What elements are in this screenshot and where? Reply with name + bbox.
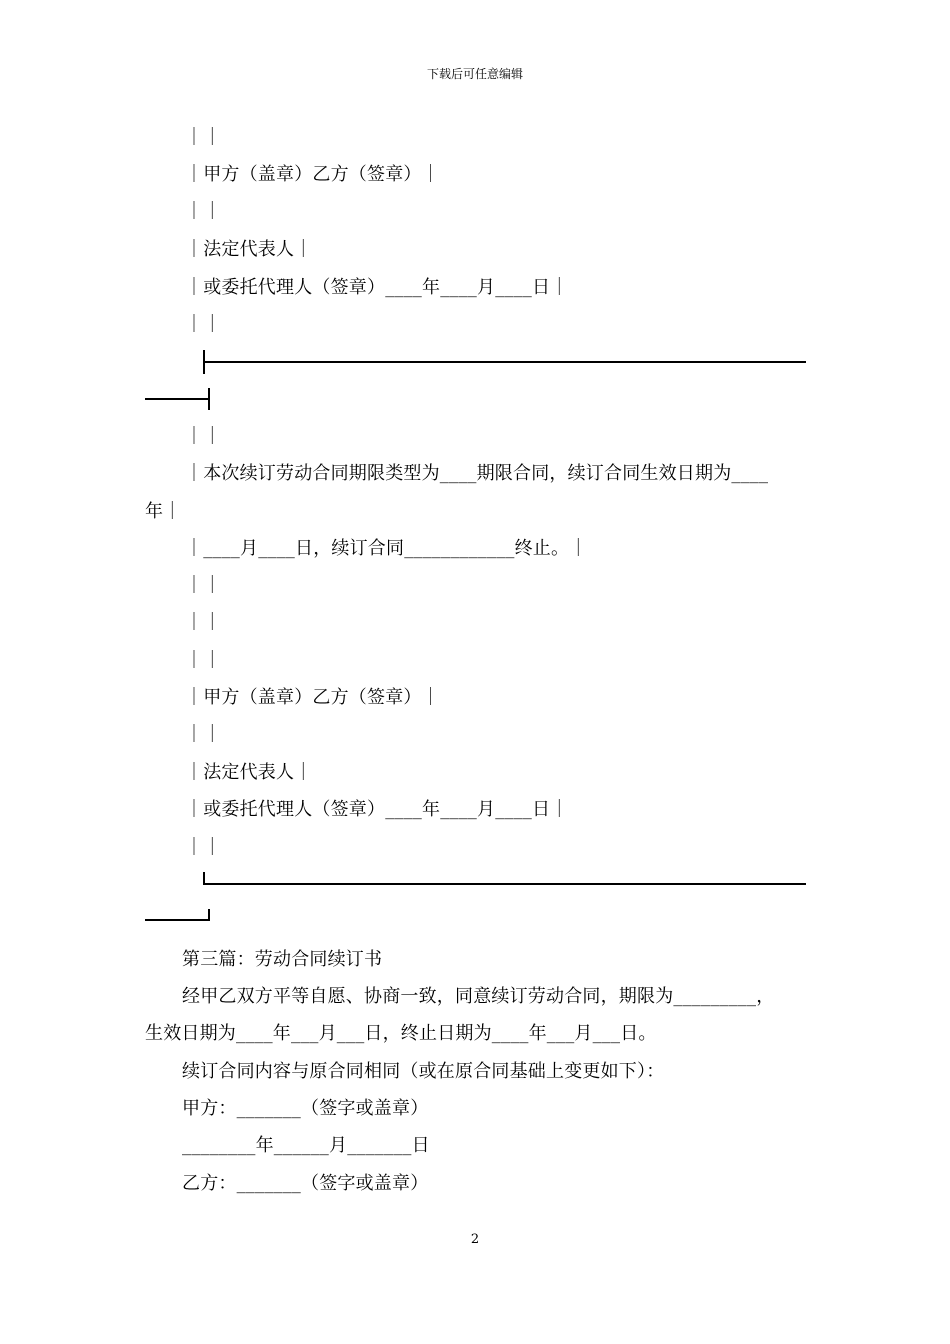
table-row: ｜｜ bbox=[185, 650, 222, 671]
paragraph-line: 续订合同内容与原合同相同（或在原合同基础上变更如下）： bbox=[182, 1061, 665, 1082]
section-heading: 第三篇：劳动合同续订书 bbox=[182, 949, 383, 970]
signature-line-party-a: 甲方：_______（签字或盖章） bbox=[182, 1098, 429, 1119]
page-header: 下载后可任意编辑 bbox=[426, 67, 523, 81]
signature-line-party-b: 乙方：_______（签字或盖章） bbox=[182, 1173, 429, 1194]
table-row: ｜｜ bbox=[185, 201, 222, 222]
table-border-tick bbox=[208, 909, 210, 921]
table-row: ｜法定代表人｜ bbox=[185, 762, 313, 783]
table-row: ｜甲方（盖章）乙方（签章）｜ bbox=[185, 164, 440, 185]
table-row: ｜｜ bbox=[185, 724, 222, 745]
paragraph-line: 生效日期为____年___月___日，终止日期为____年___月___日。 bbox=[145, 1023, 657, 1044]
table-row: ｜｜ bbox=[185, 575, 222, 596]
table-border-rule bbox=[203, 883, 806, 885]
table-row: ｜或委托代理人（签章）____年____月____日｜ bbox=[185, 799, 569, 820]
page-number: 2 bbox=[470, 1232, 480, 1247]
table-border-tick bbox=[208, 388, 210, 410]
table-border-rule bbox=[203, 361, 806, 363]
table-row: ｜｜ bbox=[185, 612, 222, 633]
table-border-rule bbox=[145, 919, 208, 921]
table-row: ｜本次续订劳动合同期限类型为____期限合同，续订合同生效日期为____ bbox=[185, 463, 769, 484]
paragraph-line: 经甲乙双方平等自愿、协商一致，同意续订劳动合同，期限为_________， bbox=[182, 986, 775, 1007]
table-row: ｜｜ bbox=[185, 837, 222, 858]
table-row: ｜甲方（盖章）乙方（签章）｜ bbox=[185, 687, 440, 708]
table-row: 年｜ bbox=[145, 501, 182, 522]
table-row: ｜法定代表人｜ bbox=[185, 239, 313, 260]
table-row: ｜｜ bbox=[185, 127, 222, 148]
table-row: ｜____月____日，续订合同____________终止。｜ bbox=[185, 538, 588, 559]
table-row: ｜或委托代理人（签章）____年____月____日｜ bbox=[185, 277, 569, 298]
table-row: ｜｜ bbox=[185, 426, 222, 447]
table-row: ｜｜ bbox=[185, 314, 222, 335]
date-line: ________年______月_______日 bbox=[182, 1135, 430, 1156]
table-border-rule bbox=[145, 398, 208, 400]
